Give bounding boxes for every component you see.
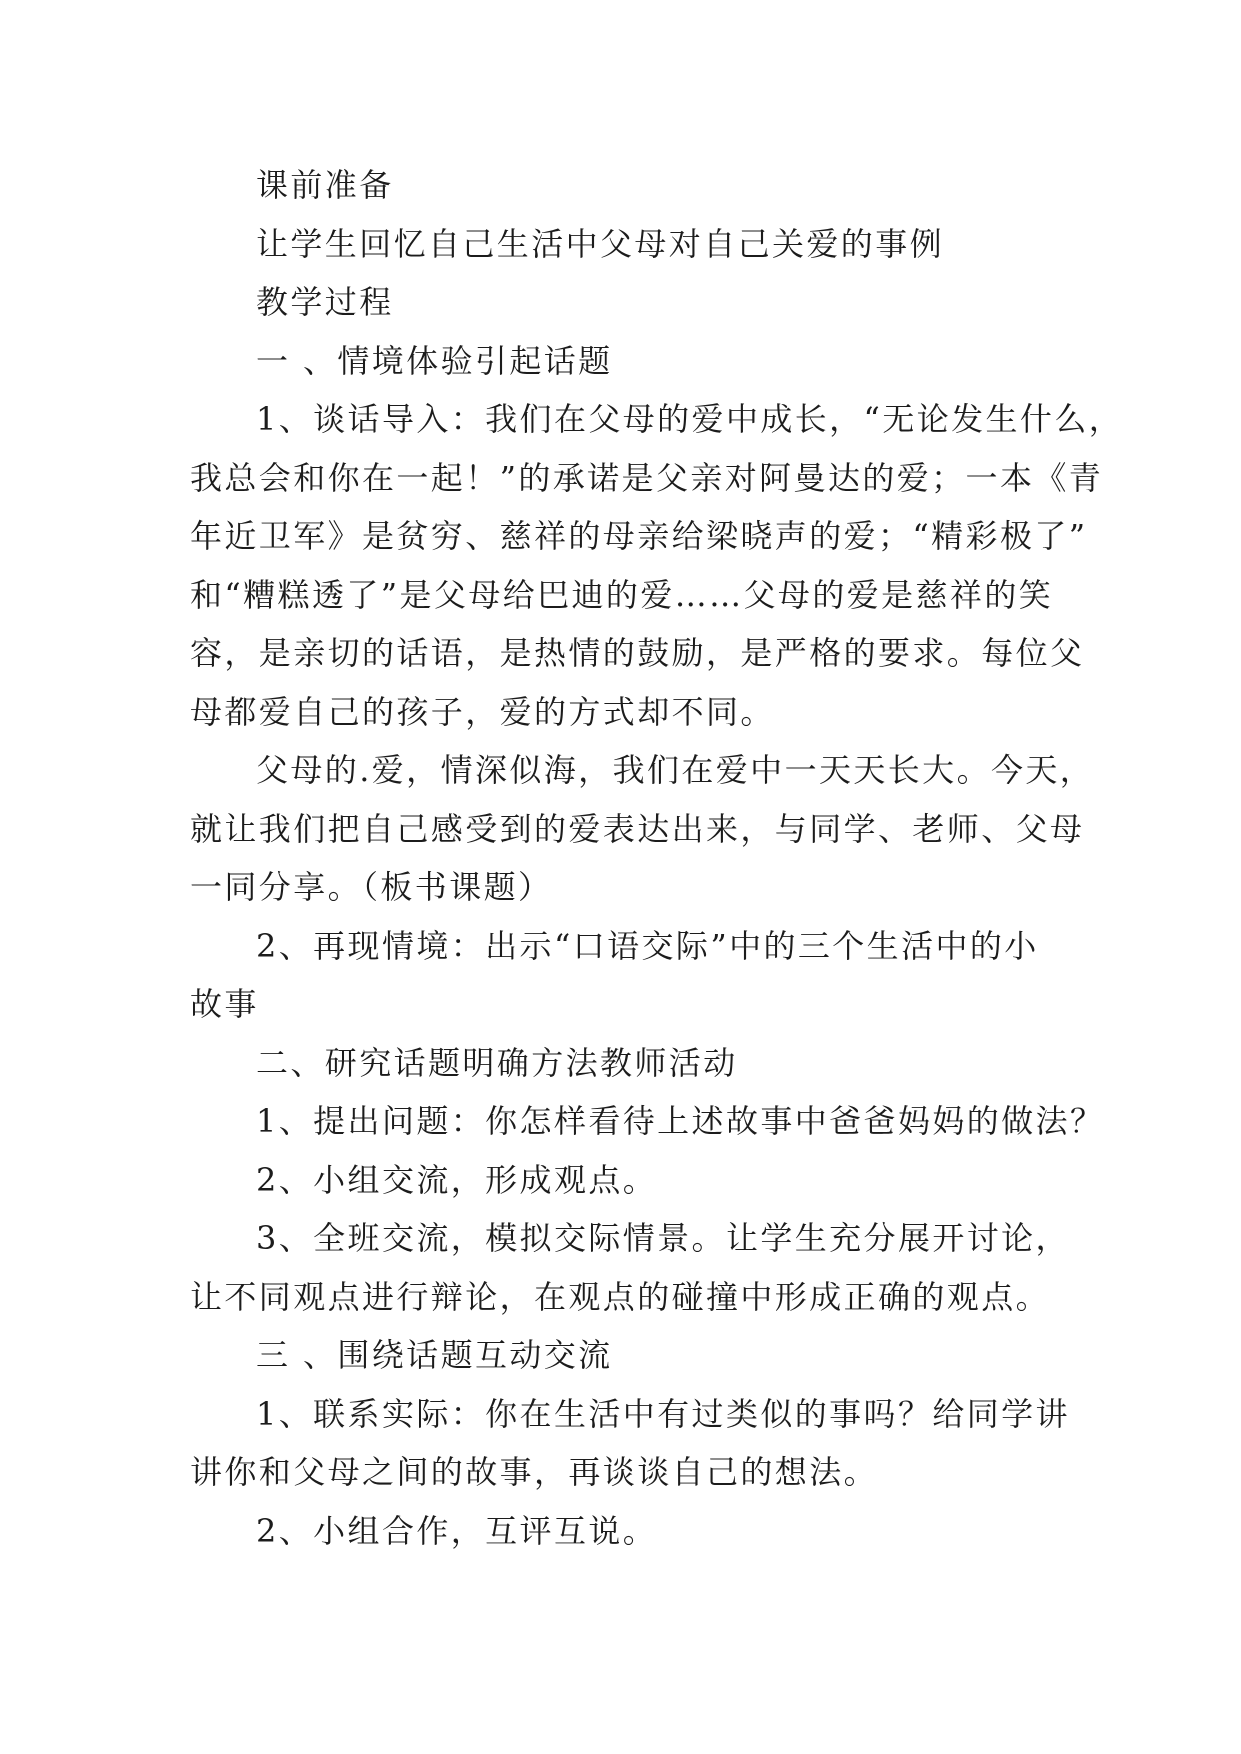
paragraph-line: 就让我们把自己感受到的爱表达出来，与同学、老师、父母: [190, 809, 1085, 848]
prep-text: 让学生回忆自己生活中父母对自己关爱的事例: [256, 224, 945, 263]
paragraph-line: 一同分享。（板书课题）: [190, 868, 553, 906]
item-1-1-paragraph: [190, 390, 1124, 741]
paragraph-line: 1、联系实际：你在生活中有过类似的事吗？给同学讲: [256, 1394, 1070, 1433]
paragraph-line: 2、再现情境：出示“口语交际”中的三个生活中的小: [256, 926, 1039, 965]
paragraph-line: 让不同观点进行辩论，在观点的碰撞中形成正确的观点。: [190, 1277, 1051, 1316]
paragraph-line: 年近卫军》是贫穷、慈祥的母亲给梁晓声的爱；“精彩极了”: [190, 517, 1088, 555]
paragraph-line: 父母的.爱，情深似海，我们在爱中一天天长大。今天，: [256, 751, 1095, 789]
paragraph-line: 我总会和你在一起！”的承诺是父亲对阿曼达的爱；一本《青: [190, 458, 1104, 497]
paragraph-line: 3、全班交流，模拟交际情景。让学生充分展开讨论，: [256, 1219, 1070, 1257]
heading-lesson-prep: 课前准备: [256, 166, 394, 204]
document-body: [190, 156, 1124, 1560]
item-3-2: 2、小组合作，互评互说。: [256, 1511, 658, 1550]
item-2-3-paragraph: [190, 1209, 1070, 1326]
paragraph-line: 和“糟糕透了”是父母给巴迪的爱……父母的爱是慈祥的笑: [190, 575, 1054, 614]
item-2-2: 2、小组交流，形成观点。: [256, 1160, 658, 1199]
heading-teaching-process: 教学过程: [256, 283, 394, 321]
paragraph-line: 母都爱自己的孩子，爱的方式却不同。: [190, 692, 775, 731]
section-1-title: 一 、情境体验引起话题: [256, 341, 613, 380]
paragraph-line: 讲你和父母之间的故事，再谈谈自己的想法。: [190, 1453, 879, 1491]
item-1-2-paragraph: [190, 917, 1060, 1034]
item-2-1: 1、提出问题：你怎样看待上述故事中爸爸妈妈的做法？: [256, 1102, 1105, 1140]
paragraph-line: 故事: [190, 985, 259, 1023]
love-paragraph: [190, 741, 1095, 917]
section-2-title: 二、研究话题明确方法教师活动: [256, 1043, 738, 1082]
paragraph-line: 容，是亲切的话语，是热情的鼓励，是严格的要求。每位父: [190, 634, 1085, 672]
section-3-title: 三 、围绕话题互动交流: [256, 1336, 613, 1374]
item-3-1-paragraph: [190, 1385, 1070, 1502]
paragraph-line: 1、谈话导入：我们在父母的爱中成长，“无论发生什么，: [256, 400, 1124, 438]
